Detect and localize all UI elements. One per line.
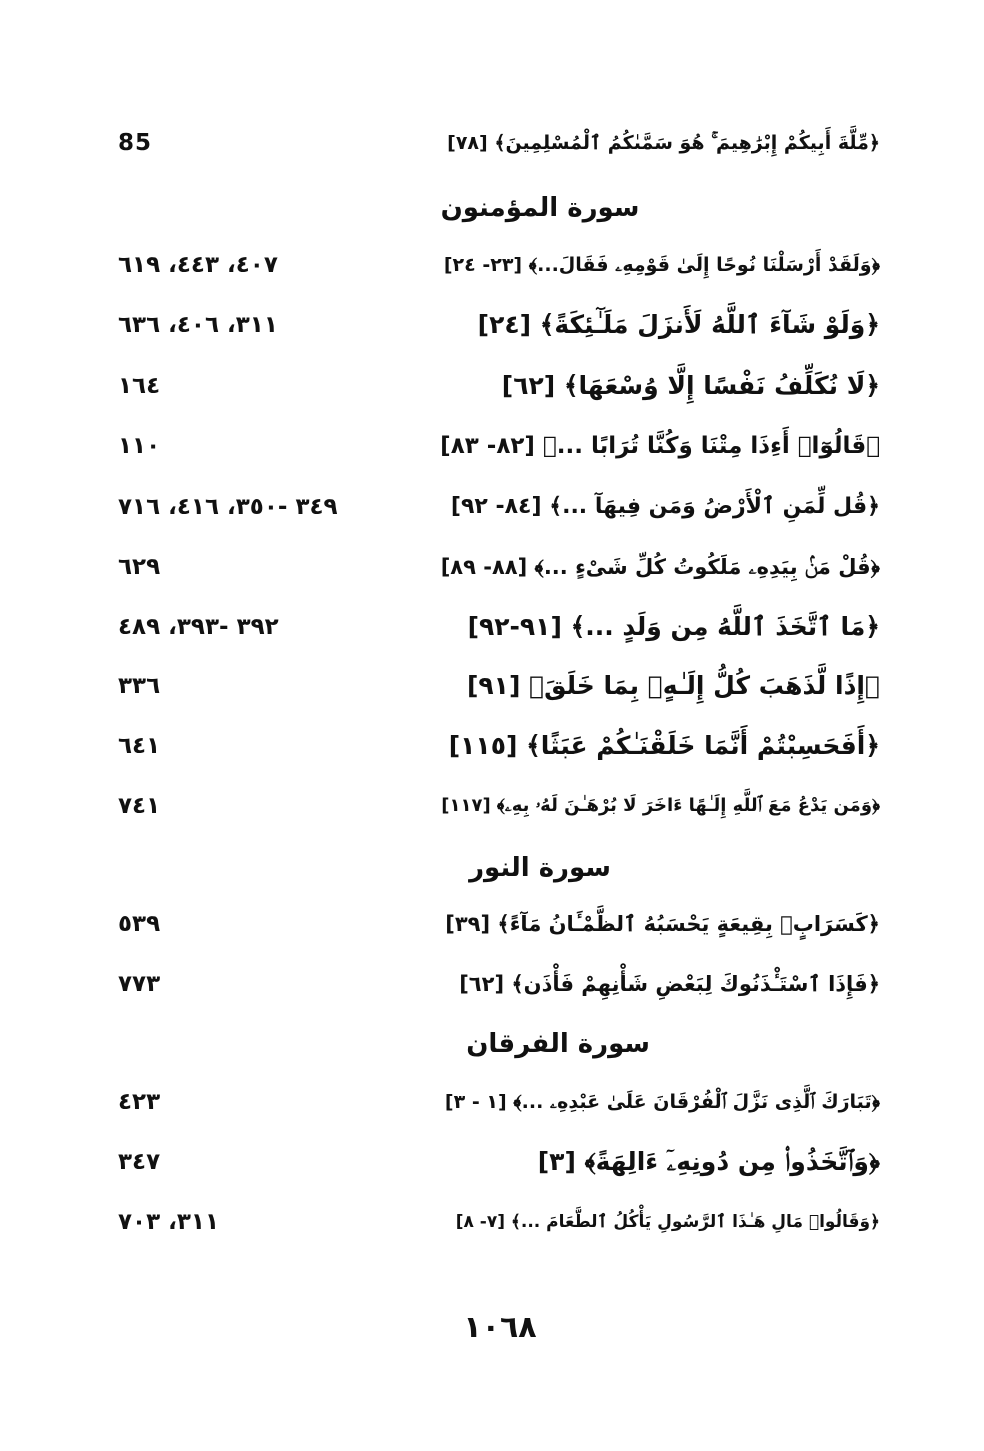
surah-heading: سورة المؤمنون (440, 193, 640, 223)
verse-text: ﴿إِذًا لَّذَهَبَ كُلُّ إِلَـٰهٍۭ بِمَا خَلَقَ﴾ [٩١] (466, 671, 880, 700)
page-references: ٧٧٣ (118, 971, 161, 997)
page-references: ٥٣٩ (118, 911, 161, 937)
page-references: ١٦٤ (118, 373, 161, 399)
verse-text: ﴿قُلْ مَنۢ بِيَدِهِۦ مَلَكُوتُ كُلِّ شَىْءٍ ...﴾ [٨٨- ٨٩] (440, 555, 880, 579)
verse-text: ﴿وَلَوْ شَآءَ ٱللَّهُ لَأَنزَلَ مَلَـٰٓئِكَةً﴾ [٢٤] (477, 310, 880, 339)
page-references: ٣٩٢ -٣٩٣، ٤٨٩ (118, 614, 279, 640)
surah-heading: سورة النور (469, 853, 611, 883)
page-references: ٦٢٩ (118, 554, 161, 580)
page-references: 85 (118, 130, 153, 156)
list-item (100, 1140, 880, 1184)
verse-text: ﴿قَالُوٓا۟ أَءِذَا مِتْنَا وَكُنَّا تُرَابًا ...﴾ [٨٢- ٨٣] (440, 433, 880, 459)
page-references: ٦٤١ (118, 733, 161, 759)
verse-text: ﴿لَا نُكَلِّفُ نَفْسًا إِلَّا وُسْعَهَا﴾ [٦٢] (501, 371, 880, 400)
surah-heading: سورة الفرقان (466, 1029, 650, 1059)
list-item (100, 902, 880, 946)
page-references: ٧٤١ (118, 793, 161, 819)
list-item (100, 962, 880, 1006)
list-item (100, 784, 880, 828)
verse-text: ﴿وَمَن يَدْعُ مَعَ ٱللَّهِ إِلَـٰهًا ءَاخَرَ لَا بُرْهَـٰنَ لَهُۥ بِهِۦ﴾ [١١٧] (441, 795, 880, 816)
verse-text: ﴿مِّلَّةَ أَبِيكُمْ إِبْرَٰهِيمَ ۚ هُوَ سَمَّىٰكُمُ ٱلْمُسْلِمِينَ﴾ [٧٨] (447, 132, 880, 154)
verse-text: ﴿أَفَحَسِبْتُمْ أَنَّمَا خَلَقْنَـٰكُمْ عَبَثًا﴾ [١١٥] (448, 731, 880, 760)
verse-text: ﴿قُل لِّمَنِ ٱلْأَرْضُ وَمَن فِيهَآ ...﴾ [٨٤- ٩٢] (450, 494, 880, 519)
verse-text: ﴿وَقَالُوا۟ مَالِ هَـٰذَا ٱلرَّسُولِ يَأْكُلُ ٱلطَّعَامَ ...﴾ [٧- ٨] (455, 1212, 880, 1232)
page-references: ١١٠ (118, 433, 161, 459)
list-item (100, 724, 880, 768)
list-item (100, 243, 880, 287)
verse-text: ﴿وَلَقَدْ أَرْسَلْنَا نُوحًا إِلَىٰ قَوْمِهِۦ فَقَالَ...﴾ [٢٣- ٢٤] (443, 254, 880, 276)
page-references: ٤٢٣ (118, 1089, 161, 1115)
list-item (100, 545, 880, 589)
verse-text: ﴿فَإِذَا ٱسْتَـْٔذَنُوكَ لِبَعْضِ شَأْنِهِمْ فَأْذَن﴾ [٦٢] (459, 972, 880, 996)
list-item (100, 121, 880, 165)
verse-text: ﴿مَا ٱتَّخَذَ ٱللَّهُ مِن وَلَدٍ ...﴾ [٩١-٩٢] (467, 612, 880, 641)
list-item (100, 303, 880, 347)
page-references: ٤٠٧، ٤٤٣، ٦١٩ (118, 252, 278, 278)
list-item (100, 424, 880, 468)
page-references: ٣٤٩ -٣٥٠، ٤١٦، ٧١٦ (118, 494, 338, 520)
list-item (100, 1200, 880, 1244)
page-references: ٣٣٦ (118, 673, 161, 699)
list-item (100, 364, 880, 408)
page-references: ٣١١، ٤٠٦، ٦٣٦ (118, 312, 278, 338)
page-number: ١٠٦٨ (463, 1310, 537, 1345)
list-item (100, 605, 880, 649)
list-item (100, 664, 880, 708)
verse-text: ﴿تَبَارَكَ ٱلَّذِى نَزَّلَ ٱلْفُرْقَانَ عَلَىٰ عَبْدِهِۦ ...﴾ [١ - ٣] (444, 1091, 880, 1113)
verse-text: ﴿كَسَرَابٍۭ بِقِيعَةٍ يَحْسَبُهُ ٱلظَّمْـَٔانُ مَآءً﴾ [٣٩] (445, 912, 880, 936)
verse-text: ﴿وَٱتَّخَذُوا۟ مِن دُونِهِۦٓ ءَالِهَةً﴾ [٣] (537, 1147, 880, 1176)
list-item (100, 485, 880, 529)
list-item (100, 1080, 880, 1124)
page-references: ٣٤٧ (118, 1149, 161, 1175)
page-references: ٣١١، ٧٠٣ (118, 1209, 219, 1235)
